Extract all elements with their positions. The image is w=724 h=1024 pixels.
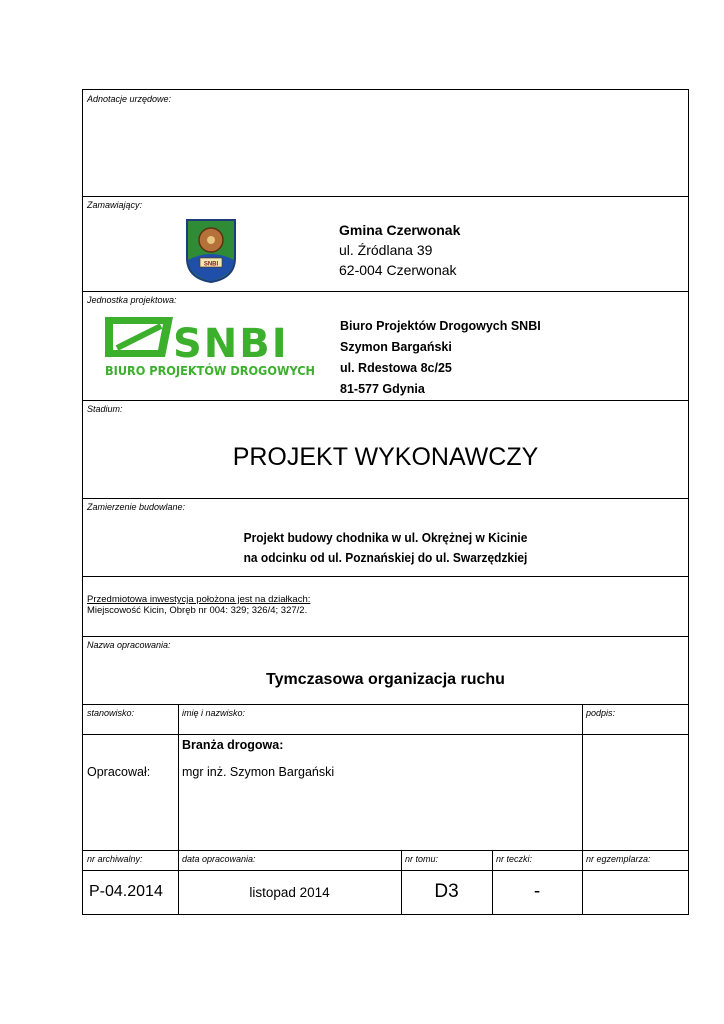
annotations-label: Adnotacje urzędowe: (87, 94, 172, 104)
branch-label: Branża drogowa: (182, 738, 284, 752)
col-position-label: stanowisko: (87, 708, 135, 718)
stage-label: Stadium: (87, 404, 123, 414)
stage-row (83, 400, 688, 499)
parcels-value: Miejscowość Kicin, Obręb nr 004: 329; 326/4; 327/2. (87, 605, 308, 616)
volume-label: nr tomu: (405, 854, 439, 864)
logo-big-text: SNBI (173, 321, 289, 367)
volume-value: D3 (434, 881, 459, 902)
designer-street: ul. Rdestowa 8c/25 (340, 361, 452, 375)
title-sheet (82, 89, 689, 915)
client-street: ul. Źródlana 39 (339, 242, 433, 258)
date-value: listopad 2014 (249, 885, 330, 900)
designer-city: 81-577 Gdynia (340, 382, 425, 396)
team-header-row (83, 704, 688, 735)
logo-sub-text: BIURO PROJEKTÓW DROGOWYCH (105, 363, 315, 378)
client-row (83, 196, 688, 292)
date-label: data opracowania: (182, 854, 256, 864)
investment-row (83, 498, 688, 577)
snbi-logo-icon (103, 314, 317, 380)
gmina-crest-icon (185, 218, 237, 284)
archive-value: P-04.2014 (89, 883, 163, 900)
study-label: Nazwa opracowania: (87, 640, 171, 650)
team-body-row (83, 734, 688, 851)
investment-line1: Projekt budowy chodnika w ul. Okrężnej w Kicinie (243, 530, 528, 545)
stage-value: PROJEKT WYKONAWCZY (232, 443, 539, 471)
client-name: Gmina Czerwonak (339, 222, 461, 238)
parcels-row (83, 576, 688, 637)
study-row (83, 636, 688, 705)
designer-label: Jednostka projektowa: (87, 295, 177, 305)
designer-row (83, 291, 688, 401)
col-name-label: imię i nazwisko: (182, 708, 246, 718)
role-label: Opracował: (87, 765, 151, 779)
designer-person: Szymon Bargański (340, 340, 452, 354)
crest-text: SNBI (203, 261, 219, 268)
investment-label: Zamierzenie budowlane: (87, 502, 186, 512)
investment-line2: na odcinku od ul. Poznańskiej do ul. Swarzędzkiej (243, 550, 528, 565)
copy-label: nr egzemplarza: (586, 854, 651, 864)
client-label: Zamawiający: (87, 200, 143, 210)
footer-values-row (83, 870, 688, 914)
folder-value: - (533, 881, 541, 902)
designer-name: Biuro Projektów Drogowych SNBI (340, 319, 541, 333)
parcels-label: Przedmiotowa inwestycja położona jest na działkach: (87, 594, 311, 605)
col-signature-label: podpis: (586, 708, 616, 718)
client-city: 62-004 Czerwonak (339, 262, 457, 278)
person-name: mgr inż. Szymon Bargański (182, 765, 335, 779)
footer-header-row (83, 850, 688, 871)
folder-label: nr teczki: (496, 854, 533, 864)
annotations-row (83, 90, 688, 197)
archive-label: nr archiwalny: (87, 854, 143, 864)
study-value: Tymczasowa organizacja ruchu (266, 671, 505, 688)
